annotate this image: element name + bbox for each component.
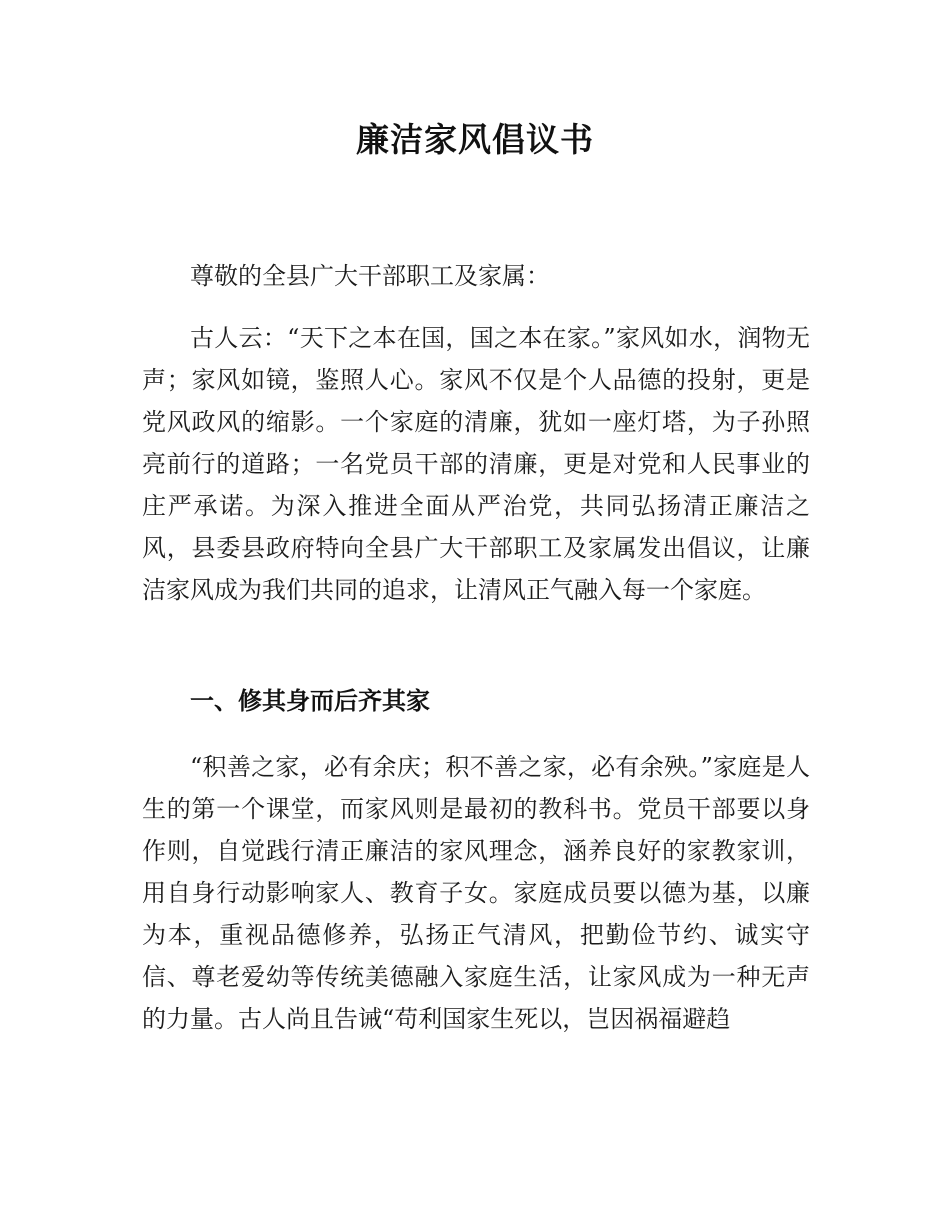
paragraph-intro: 古人云：“天下之本在国，国之本在家。”家风如水，润物无声；家风如镜，鉴照人心。家风不仅是个人品德的投射，更是党风政风的缩影。一个家庭的清廉，犹如一座灯塔，为子孙照亮前行的道路；一名党员干部的清廉，更是对党和人民事业的庄严承诺。为深入推进全面从严治党，共同弘扬清正廉洁之风，县委县政府特向全县广大干部职工及家属发出倡议，让廉洁家风成为我们共同的追求，让清风正气融入每一个家庭。 (142, 324, 810, 604)
paragraph-section-1: “积善之家，必有余庆；积不善之家，必有余殃。”家庭是人生的第一个课堂，而家风则是最初的教科书。党员干部要以身作则，自觉践行清正廉洁的家风理念，涵养良好的家教家训，用自身行动影响家人、教育子女。家庭成员要以德为基，以廉为本，重视品德修养，弘扬正气清风，把勤俭节约、诚实守信、尊老爱幼等传统美德融入家庭生活，让家风成为一种无声的力量。古人尚且告诫“苟利国家生死以，岂因祸福避趋 (142, 753, 810, 1033)
salutation: 尊敬的全县广大干部职工及家属： (190, 262, 550, 290)
section-heading: 一、修其身而后齐其家 (190, 687, 430, 715)
document-title: 廉洁家风倡议书 (356, 120, 594, 159)
